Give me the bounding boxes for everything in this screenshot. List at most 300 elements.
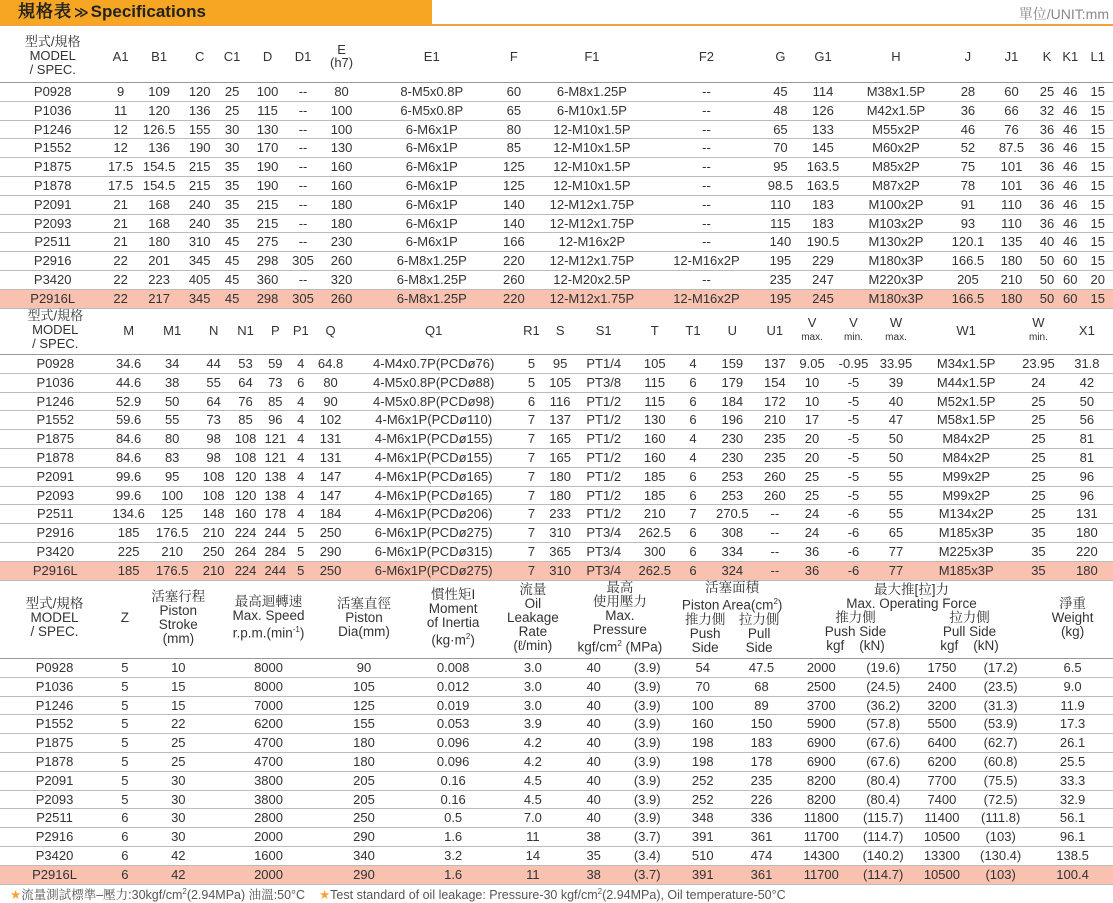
value-cell: 160 <box>631 430 678 449</box>
value-cell: 10 <box>141 659 217 678</box>
value-cell: M99x2P <box>916 467 1016 486</box>
value-cell: 0.16 <box>407 790 499 809</box>
value-cell: 2800 <box>216 809 321 828</box>
value-cell: 3800 <box>216 790 321 809</box>
value-cell: 64.8 <box>312 355 348 374</box>
value-cell: 136 <box>136 139 183 158</box>
value-cell: 215 <box>182 176 216 195</box>
value-cell: 33.95 <box>876 355 916 374</box>
model-cell: P2093 <box>0 214 105 233</box>
value-cell: 4 <box>678 355 708 374</box>
value-cell: 36 <box>1036 195 1058 214</box>
value-cell: 205 <box>949 270 988 289</box>
value-cell: (114.7) <box>852 828 915 847</box>
value-cell: (3.4) <box>621 846 673 865</box>
value-cell: 5 <box>109 696 140 715</box>
value-cell: 22 <box>105 252 135 271</box>
value-cell: 100 <box>147 486 198 505</box>
value-cell: 6.5 <box>1032 659 1113 678</box>
value-cell: 4700 <box>216 752 321 771</box>
value-cell: 7 <box>519 448 545 467</box>
value-cell: M58x1.5P <box>916 411 1016 430</box>
col-header: M <box>111 306 147 355</box>
value-cell: 45 <box>217 270 247 289</box>
value-cell: 25 <box>793 486 831 505</box>
table-row <box>0 392 1113 411</box>
value-cell: 215 <box>182 158 216 177</box>
value-cell: 59 <box>261 355 289 374</box>
value-cell: 5 <box>109 790 140 809</box>
value-cell: 50 <box>1036 270 1058 289</box>
col-header: W1 <box>916 306 1016 355</box>
value-cell: -- <box>288 158 318 177</box>
value-cell: 11700 <box>791 828 852 847</box>
value-cell: -6 <box>831 542 876 561</box>
value-cell: 54 <box>673 659 732 678</box>
value-cell: 120 <box>230 486 262 505</box>
value-cell: 46 <box>1058 214 1082 233</box>
value-cell: 6 <box>519 392 545 411</box>
value-cell: 8200 <box>791 790 852 809</box>
value-cell: 138 <box>261 486 289 505</box>
value-cell: 6 <box>109 846 140 865</box>
col-header: S <box>544 306 576 355</box>
value-cell: 45 <box>217 233 247 252</box>
value-cell: 262.5 <box>631 524 678 543</box>
value-cell: M60x2P <box>843 139 948 158</box>
col-header: T1 <box>678 306 708 355</box>
value-cell: 25 <box>793 467 831 486</box>
model-cell: P1036 <box>0 101 105 120</box>
value-cell: 224 <box>230 561 262 580</box>
value-cell: 60 <box>1058 270 1082 289</box>
value-cell: 6-M6x1P(PCDø315) <box>349 542 519 561</box>
value-cell: 230 <box>708 430 757 449</box>
value-cell: 185 <box>631 467 678 486</box>
table-row <box>0 677 1113 696</box>
value-cell: 95 <box>544 355 576 374</box>
model-cell: P1552 <box>0 411 111 430</box>
value-cell: 46 <box>949 120 988 139</box>
value-cell: 2400 <box>915 677 970 696</box>
value-cell: 35 <box>217 176 247 195</box>
value-cell: 11.9 <box>1032 696 1113 715</box>
value-cell: (3.9) <box>621 771 673 790</box>
value-cell: 75 <box>949 158 988 177</box>
table-row <box>0 524 1113 543</box>
col-header: D <box>247 30 288 83</box>
value-cell: 20 <box>793 448 831 467</box>
value-cell: 166 <box>499 233 529 252</box>
value-cell: 125 <box>321 696 407 715</box>
value-cell: 5500 <box>915 715 970 734</box>
value-cell: 15 <box>1082 233 1113 252</box>
value-cell: 100 <box>318 120 365 139</box>
value-cell: 176.5 <box>147 561 198 580</box>
table-row <box>0 809 1113 828</box>
col-header: H <box>843 30 948 83</box>
table-row <box>0 158 1113 177</box>
value-cell: 4-M6x1P(PCDø155) <box>349 430 519 449</box>
value-cell: 55 <box>876 505 916 524</box>
model-cell: P1875 <box>0 430 111 449</box>
value-cell: 65 <box>758 120 803 139</box>
value-cell: 84.6 <box>111 448 147 467</box>
value-cell: PT1/2 <box>576 392 631 411</box>
table-row <box>0 233 1113 252</box>
value-cell: 91 <box>949 195 988 214</box>
value-cell: 9.0 <box>1032 677 1113 696</box>
value-cell: -- <box>288 195 318 214</box>
value-cell: 21 <box>105 233 135 252</box>
model-header: 型式/規格 MODEL / SPEC. <box>0 578 109 659</box>
value-cell: 210 <box>757 411 793 430</box>
star-icon: ★ <box>318 888 331 902</box>
value-cell: 154.5 <box>136 158 183 177</box>
value-cell: 6-M8x1.25P <box>529 83 655 102</box>
value-cell: 405 <box>182 270 216 289</box>
value-cell: 5 <box>109 752 140 771</box>
value-cell: 195 <box>758 289 803 308</box>
value-cell: 100 <box>247 83 288 102</box>
value-cell: M34x1.5P <box>916 355 1016 374</box>
value-cell: 30 <box>141 771 217 790</box>
value-cell: -- <box>288 101 318 120</box>
value-cell: 5 <box>109 715 140 734</box>
value-cell: 185 <box>111 561 147 580</box>
value-cell: 25 <box>1016 392 1061 411</box>
col-header: N1 <box>230 306 262 355</box>
value-cell: (3.9) <box>621 696 673 715</box>
value-cell: 20 <box>793 430 831 449</box>
value-cell: 133 <box>803 120 844 139</box>
value-cell: 5 <box>289 524 312 543</box>
value-cell: 5 <box>109 659 140 678</box>
value-cell: 391 <box>673 828 732 847</box>
value-cell: 235 <box>757 448 793 467</box>
value-cell: -6 <box>831 561 876 580</box>
value-cell: 46 <box>1058 101 1082 120</box>
value-cell: 55 <box>198 373 230 392</box>
value-cell: 180 <box>136 233 183 252</box>
value-cell: 172 <box>757 392 793 411</box>
value-cell: M130x2P <box>843 233 948 252</box>
value-cell: 114 <box>803 83 844 102</box>
value-cell: 223 <box>136 270 183 289</box>
value-cell: 73 <box>261 373 289 392</box>
value-cell: M134x2P <box>916 505 1016 524</box>
value-cell: 3.9 <box>499 715 566 734</box>
value-cell: M52x1.5P <box>916 392 1016 411</box>
table-row <box>0 790 1113 809</box>
table-row <box>0 214 1113 233</box>
value-cell: 180 <box>987 252 1036 271</box>
value-cell: 35 <box>1016 524 1061 543</box>
value-cell: 46 <box>1058 139 1082 158</box>
col-header: F1 <box>529 30 655 83</box>
value-cell: 3.0 <box>499 696 566 715</box>
value-cell: 275 <box>247 233 288 252</box>
value-cell: 3200 <box>915 696 970 715</box>
value-cell: (103) <box>969 828 1032 847</box>
col-header: F <box>499 30 529 83</box>
value-cell: 55 <box>147 411 198 430</box>
value-cell: 2000 <box>791 659 852 678</box>
value-cell: 15 <box>1082 214 1113 233</box>
value-cell: -- <box>655 233 758 252</box>
col-header: Q1 <box>349 306 519 355</box>
value-cell: 10500 <box>915 865 970 884</box>
value-cell: 38 <box>147 373 198 392</box>
table-row <box>0 139 1113 158</box>
value-cell: PT1/2 <box>576 448 631 467</box>
value-cell: 26.1 <box>1032 734 1113 753</box>
value-cell: 260 <box>757 486 793 505</box>
value-cell: 125 <box>147 505 198 524</box>
value-cell: PT3/4 <box>576 524 631 543</box>
value-cell: 46 <box>1058 233 1082 252</box>
value-cell: 240 <box>182 195 216 214</box>
value-cell: 44 <box>198 355 230 374</box>
value-cell: 230 <box>708 448 757 467</box>
value-cell: 138.5 <box>1032 846 1113 865</box>
value-cell: -- <box>655 158 758 177</box>
value-cell: 42 <box>1061 373 1113 392</box>
value-cell: 336 <box>732 809 791 828</box>
value-cell: 130 <box>318 139 365 158</box>
model-cell: P2511 <box>0 809 109 828</box>
value-cell: 101 <box>987 176 1036 195</box>
value-cell: 13300 <box>915 846 970 865</box>
model-cell: P2091 <box>0 467 111 486</box>
footnote: ★流量測試標準–壓力$:30kgf/cm^2(2.94MPa)$ 油溫:50°C ★Test standard of oil leakage: Pressure-30 kgf/$cm^2(2.94MPa)$, Oil temperature-50°C <box>10 886 786 902</box>
value-cell: 108 <box>198 467 230 486</box>
value-cell: 7400 <box>915 790 970 809</box>
value-cell: 391 <box>673 865 732 884</box>
value-cell: 12 <box>105 139 135 158</box>
value-cell: -- <box>655 120 758 139</box>
value-cell: 40 <box>566 659 621 678</box>
value-cell: 80 <box>499 120 529 139</box>
value-cell: 320 <box>318 270 365 289</box>
value-cell: 40 <box>566 752 621 771</box>
value-cell: 140 <box>499 195 529 214</box>
value-cell: M42x1.5P <box>843 101 948 120</box>
value-cell: 205 <box>321 790 407 809</box>
table-row <box>0 101 1113 120</box>
value-cell: 38 <box>566 828 621 847</box>
value-cell: 12-M20x2.5P <box>529 270 655 289</box>
value-cell: M84x2P <box>916 448 1016 467</box>
model-cell: P2916L <box>0 289 105 308</box>
value-cell: 180 <box>544 486 576 505</box>
table-row <box>0 467 1113 486</box>
col-header-speed: 最高迴轉速 Max. Speed $r.p.m.(\min^{-1})$ <box>216 578 321 659</box>
value-cell: 15 <box>1082 158 1113 177</box>
value-cell: 6 <box>678 411 708 430</box>
value-cell: 3.0 <box>499 677 566 696</box>
value-cell: 198 <box>673 752 732 771</box>
value-cell: 4-M6x1P(PCDø165) <box>349 486 519 505</box>
value-cell: (140.2) <box>852 846 915 865</box>
value-cell: -- <box>757 505 793 524</box>
model-cell: P2511 <box>0 233 105 252</box>
value-cell: 6 <box>678 542 708 561</box>
value-cell: 6 <box>678 392 708 411</box>
col-header: P <box>261 306 289 355</box>
value-cell: 0.019 <box>407 696 499 715</box>
value-cell: 110 <box>758 195 803 214</box>
value-cell: 12-M10x1.5P <box>529 139 655 158</box>
value-cell: PT3/4 <box>576 542 631 561</box>
model-cell: P2916 <box>0 524 111 543</box>
value-cell: 7 <box>519 524 545 543</box>
value-cell: 250 <box>198 542 230 561</box>
value-cell: 6-M6x1P <box>365 120 499 139</box>
value-cell: -5 <box>831 373 876 392</box>
table-row <box>0 865 1113 884</box>
value-cell: 2500 <box>791 677 852 696</box>
value-cell: 17.3 <box>1032 715 1113 734</box>
value-cell: 59.6 <box>111 411 147 430</box>
model-cell: P0928 <box>0 355 111 374</box>
title-en: Specifications <box>90 2 206 21</box>
value-cell: 7000 <box>216 696 321 715</box>
value-cell: 168 <box>136 214 183 233</box>
value-cell: 17 <box>793 411 831 430</box>
value-cell: 5 <box>519 355 545 374</box>
value-cell: 165 <box>544 448 576 467</box>
value-cell: 7 <box>519 542 545 561</box>
value-cell: 56 <box>1061 411 1113 430</box>
value-cell: (19.6) <box>852 659 915 678</box>
value-cell: 7 <box>519 467 545 486</box>
col-header: B1 <box>136 30 183 83</box>
value-cell: 6-M8x1.25P <box>365 289 499 308</box>
value-cell: 137 <box>544 411 576 430</box>
value-cell: 8-M5x0.8P <box>365 83 499 102</box>
value-cell: 25 <box>1016 467 1061 486</box>
value-cell: M84x2P <box>916 430 1016 449</box>
value-cell: 6-M8x1.25P <box>365 252 499 271</box>
col-header: P1 <box>289 306 312 355</box>
value-cell: 233 <box>544 505 576 524</box>
value-cell: 42 <box>141 846 217 865</box>
spec-table-3 <box>0 578 1113 885</box>
value-cell: 108 <box>198 486 230 505</box>
value-cell: (75.5) <box>969 771 1032 790</box>
value-cell: 4-M6x1P(PCDø110) <box>349 411 519 430</box>
table-row <box>0 270 1113 289</box>
value-cell: 0.096 <box>407 734 499 753</box>
value-cell: 360 <box>247 270 288 289</box>
value-cell: (17.2) <box>969 659 1032 678</box>
value-cell: (24.5) <box>852 677 915 696</box>
value-cell: 252 <box>673 790 732 809</box>
title-cn: 規格表 <box>18 2 72 21</box>
section-title <box>0 0 432 24</box>
value-cell: 136 <box>182 101 216 120</box>
value-cell: 35 <box>566 846 621 865</box>
model-cell: P1246 <box>0 696 109 715</box>
value-cell: 147 <box>312 486 348 505</box>
value-cell: 31.8 <box>1061 355 1113 374</box>
model-cell: P1246 <box>0 120 105 139</box>
col-header: X1 <box>1061 306 1113 355</box>
value-cell: 184 <box>312 505 348 524</box>
col-header: W max. <box>876 306 916 355</box>
table-row <box>0 659 1113 678</box>
table-1-header <box>0 30 1113 83</box>
value-cell: 85 <box>499 139 529 158</box>
value-cell: 4.2 <box>499 734 566 753</box>
value-cell: 12-M16x2P <box>655 252 758 271</box>
value-cell: 5 <box>289 561 312 580</box>
value-cell: 25 <box>217 101 247 120</box>
value-cell: -- <box>655 176 758 195</box>
table-row <box>0 195 1113 214</box>
value-cell: -- <box>655 214 758 233</box>
value-cell: 60 <box>987 83 1036 102</box>
value-cell: 5900 <box>791 715 852 734</box>
value-cell: 5 <box>109 734 140 753</box>
value-cell: 6-M10x1.5P <box>529 101 655 120</box>
value-cell: 52 <box>949 139 988 158</box>
value-cell: 90 <box>312 392 348 411</box>
value-cell: 4 <box>678 430 708 449</box>
value-cell: 244 <box>261 561 289 580</box>
value-cell: 12-M16x2P <box>655 289 758 308</box>
value-cell: 120.1 <box>949 233 988 252</box>
model-cell: P1878 <box>0 176 105 195</box>
value-cell: (3.7) <box>621 865 673 884</box>
value-cell: 100.4 <box>1032 865 1113 884</box>
value-cell: 36 <box>1036 158 1058 177</box>
value-cell: (72.5) <box>969 790 1032 809</box>
value-cell: 4-M6x1P(PCDø206) <box>349 505 519 524</box>
value-cell: 36 <box>949 101 988 120</box>
value-cell: 250 <box>321 809 407 828</box>
col-header: J1 <box>987 30 1036 83</box>
value-cell: 66 <box>987 101 1036 120</box>
value-cell: 15 <box>1082 289 1113 308</box>
value-cell: 46 <box>1058 195 1082 214</box>
value-cell: 22 <box>105 270 135 289</box>
value-cell: 180 <box>318 195 365 214</box>
col-header-force: 最大推[拉]力 Max. Operating Force 推力側 Push Side kgf (kN)拉力側 Pull Side kgf (kN) <box>791 578 1032 659</box>
value-cell: (114.7) <box>852 865 915 884</box>
value-cell: 1600 <box>216 846 321 865</box>
col-header: W min. <box>1016 306 1061 355</box>
value-cell: 262.5 <box>631 561 678 580</box>
value-cell: 35 <box>217 214 247 233</box>
value-cell: 10500 <box>915 828 970 847</box>
value-cell: 65 <box>499 101 529 120</box>
col-header: Q <box>312 306 348 355</box>
value-cell: 46 <box>1058 176 1082 195</box>
spec-table-1 <box>0 30 1113 309</box>
value-cell: 40 <box>566 734 621 753</box>
value-cell: 14300 <box>791 846 852 865</box>
value-cell: 1750 <box>915 659 970 678</box>
col-header-z: Z <box>109 578 140 659</box>
value-cell: 32 <box>1036 101 1058 120</box>
model-cell: P1875 <box>0 734 109 753</box>
col-header-leak: 流量 Oil Leakage Rate (ℓ/min) <box>499 578 566 659</box>
value-cell: 166.5 <box>949 252 988 271</box>
value-cell: 11 <box>499 828 566 847</box>
value-cell: 56.1 <box>1032 809 1113 828</box>
